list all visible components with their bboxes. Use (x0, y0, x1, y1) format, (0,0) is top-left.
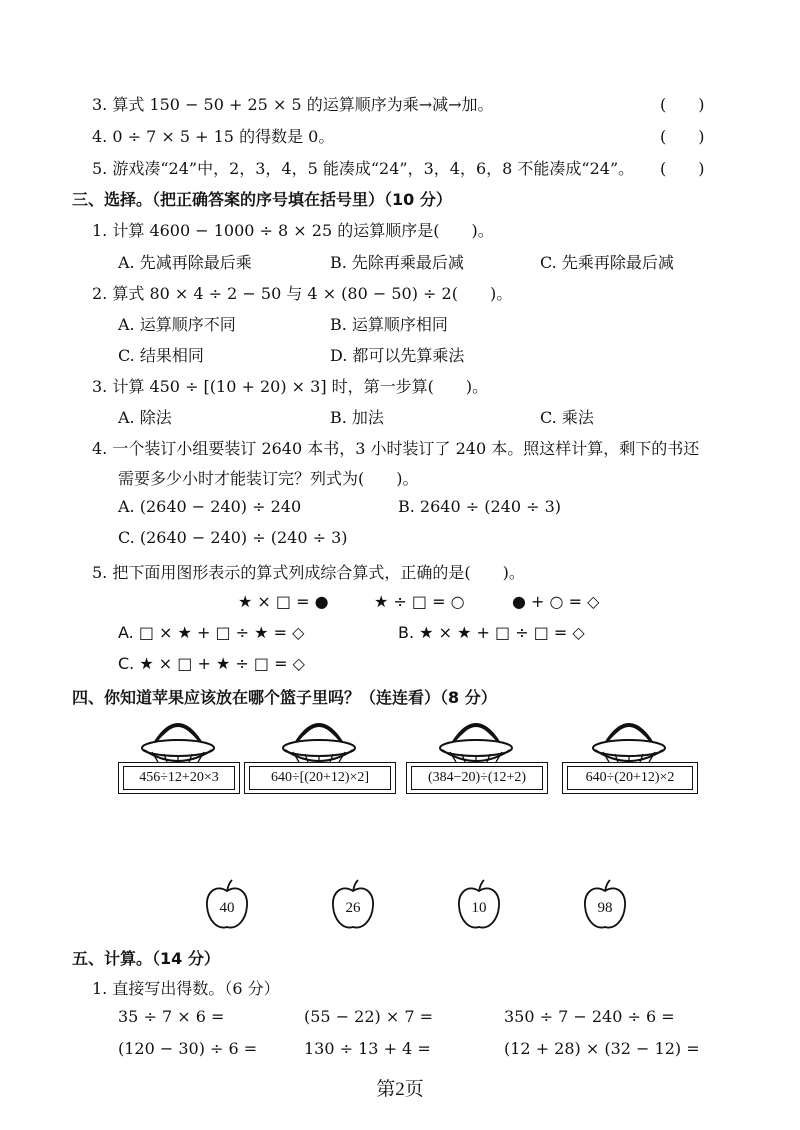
choice-option[interactable]: C. 结果相同 (118, 346, 204, 365)
calc-expression[interactable]: (12 + 28) × (32 − 12) = (504, 1039, 700, 1058)
choice-option[interactable]: C. 乘法 (540, 408, 594, 427)
shape-equation-1: ★ × □ = ● (238, 592, 329, 611)
basket-expression: 640÷(20+12)×2 (567, 766, 693, 790)
section-heading-choice: 三、选择。（把正确答案的序号填在括号里）（10 分） (72, 190, 452, 209)
choice-option[interactable]: B. 加法 (330, 408, 384, 427)
judge-item-5: 5. 游戏凑“24”中，2，3，4，5 能凑成“24”，3，4，6，8 不能凑成“24”。 (92, 159, 635, 178)
choice-option[interactable]: B. 2640 ÷ (240 ÷ 3) (398, 497, 562, 516)
choice-option[interactable]: A. (2640 − 240) ÷ 240 (118, 497, 302, 516)
choice-option[interactable]: A. □ × ★ + □ ÷ ★ = ◇ (118, 623, 305, 642)
section-heading-calc: 五、计算。（14 分） (72, 949, 220, 968)
judge-item-3: 3. 算式 150 − 50 + 25 × 5 的运算顺序为乘→减→加。 (92, 95, 494, 114)
shape-equation-3: ● + ○ = ◇ (512, 592, 600, 611)
apple-1[interactable] (204, 878, 250, 932)
basket-label-box (406, 762, 548, 794)
answer-blank[interactable]: ( ) (660, 95, 705, 114)
apple-value: 40 (219, 900, 235, 916)
choice-option[interactable]: A. 除法 (118, 408, 172, 427)
choice-option[interactable]: C. (2640 − 240) ÷ (240 ÷ 3) (118, 528, 348, 547)
choice-option[interactable]: A. 运算顺序不同 (118, 315, 236, 334)
basket-label-box (244, 762, 396, 794)
apple-value: 10 (471, 900, 487, 916)
apple-3[interactable] (456, 878, 502, 932)
choice-q3-stem: 3. 计算 450 ÷ [(10 + 20) × 3] 时，第一步算( )。 (92, 377, 489, 396)
page-number: 第2页 (376, 1079, 424, 1100)
basket-label-box (562, 762, 698, 794)
choice-q2-stem: 2. 算式 80 × 4 ÷ 2 − 50 与 4 × (80 − 50) ÷ 2( )。 (92, 284, 513, 303)
choice-q4-stem-line1: 4. 一个装订小组要装订 2640 本书，3 小时装订了 240 本。照这样计算，剩下的书还 (92, 439, 700, 458)
judge-item-4: 4. 0 ÷ 7 × 5 + 15 的得数是 0。 (92, 127, 335, 146)
answer-blank[interactable]: ( ) (660, 159, 705, 178)
basket-expression: 640÷[(20+12)×2] (249, 766, 391, 790)
basket-expression: 456÷12+20×3 (123, 766, 235, 790)
shape-equation-2: ★ ÷ □ = ○ (374, 592, 465, 611)
apple-value: 26 (345, 900, 361, 916)
basket-label-box (118, 762, 240, 794)
calc-expression[interactable]: 130 ÷ 13 + 4 = (304, 1039, 431, 1058)
calc-expression[interactable]: (120 − 30) ÷ 6 = (118, 1039, 258, 1058)
basket-expression: (384−20)÷(12+2) (411, 766, 543, 790)
choice-option[interactable]: B. 先除再乘最后减 (330, 253, 464, 272)
calc-expression[interactable]: 350 ÷ 7 − 240 ÷ 6 = (504, 1007, 675, 1026)
choice-q5-stem: 5. 把下面用图形表示的算式列成综合算式，正确的是( )。 (92, 563, 525, 582)
calc-expression[interactable]: (55 − 22) × 7 = (304, 1007, 434, 1026)
choice-option[interactable]: B. 运算顺序相同 (330, 315, 448, 334)
choice-option[interactable]: C. 先乘再除最后减 (540, 253, 674, 272)
choice-option[interactable]: C. ★ × □ + ★ ÷ □ = ◇ (118, 654, 305, 673)
apple-value: 98 (597, 900, 613, 916)
answer-blank[interactable]: ( ) (660, 127, 705, 146)
section-heading-match: 四、你知道苹果应该放在哪个篮子里吗？（连连看）（8 分） (72, 688, 497, 707)
calc-expression[interactable]: 35 ÷ 7 × 6 = (118, 1007, 225, 1026)
calc-sub-heading: 1. 直接写出得数。（6 分） (92, 979, 280, 998)
choice-q4-stem-line2: 需要多少小时才能装订完？列式为( )。 (118, 469, 419, 488)
apple-2[interactable] (330, 878, 376, 932)
choice-option[interactable]: A. 先减再除最后乘 (118, 253, 252, 272)
choice-q1-stem: 1. 计算 4600 − 1000 ÷ 8 × 25 的运算顺序是( )。 (92, 221, 494, 240)
choice-option[interactable]: D. 都可以先算乘法 (330, 346, 465, 365)
apple-4[interactable] (582, 878, 628, 932)
choice-option[interactable]: B. ★ × ★ + □ ÷ □ = ◇ (398, 623, 585, 642)
